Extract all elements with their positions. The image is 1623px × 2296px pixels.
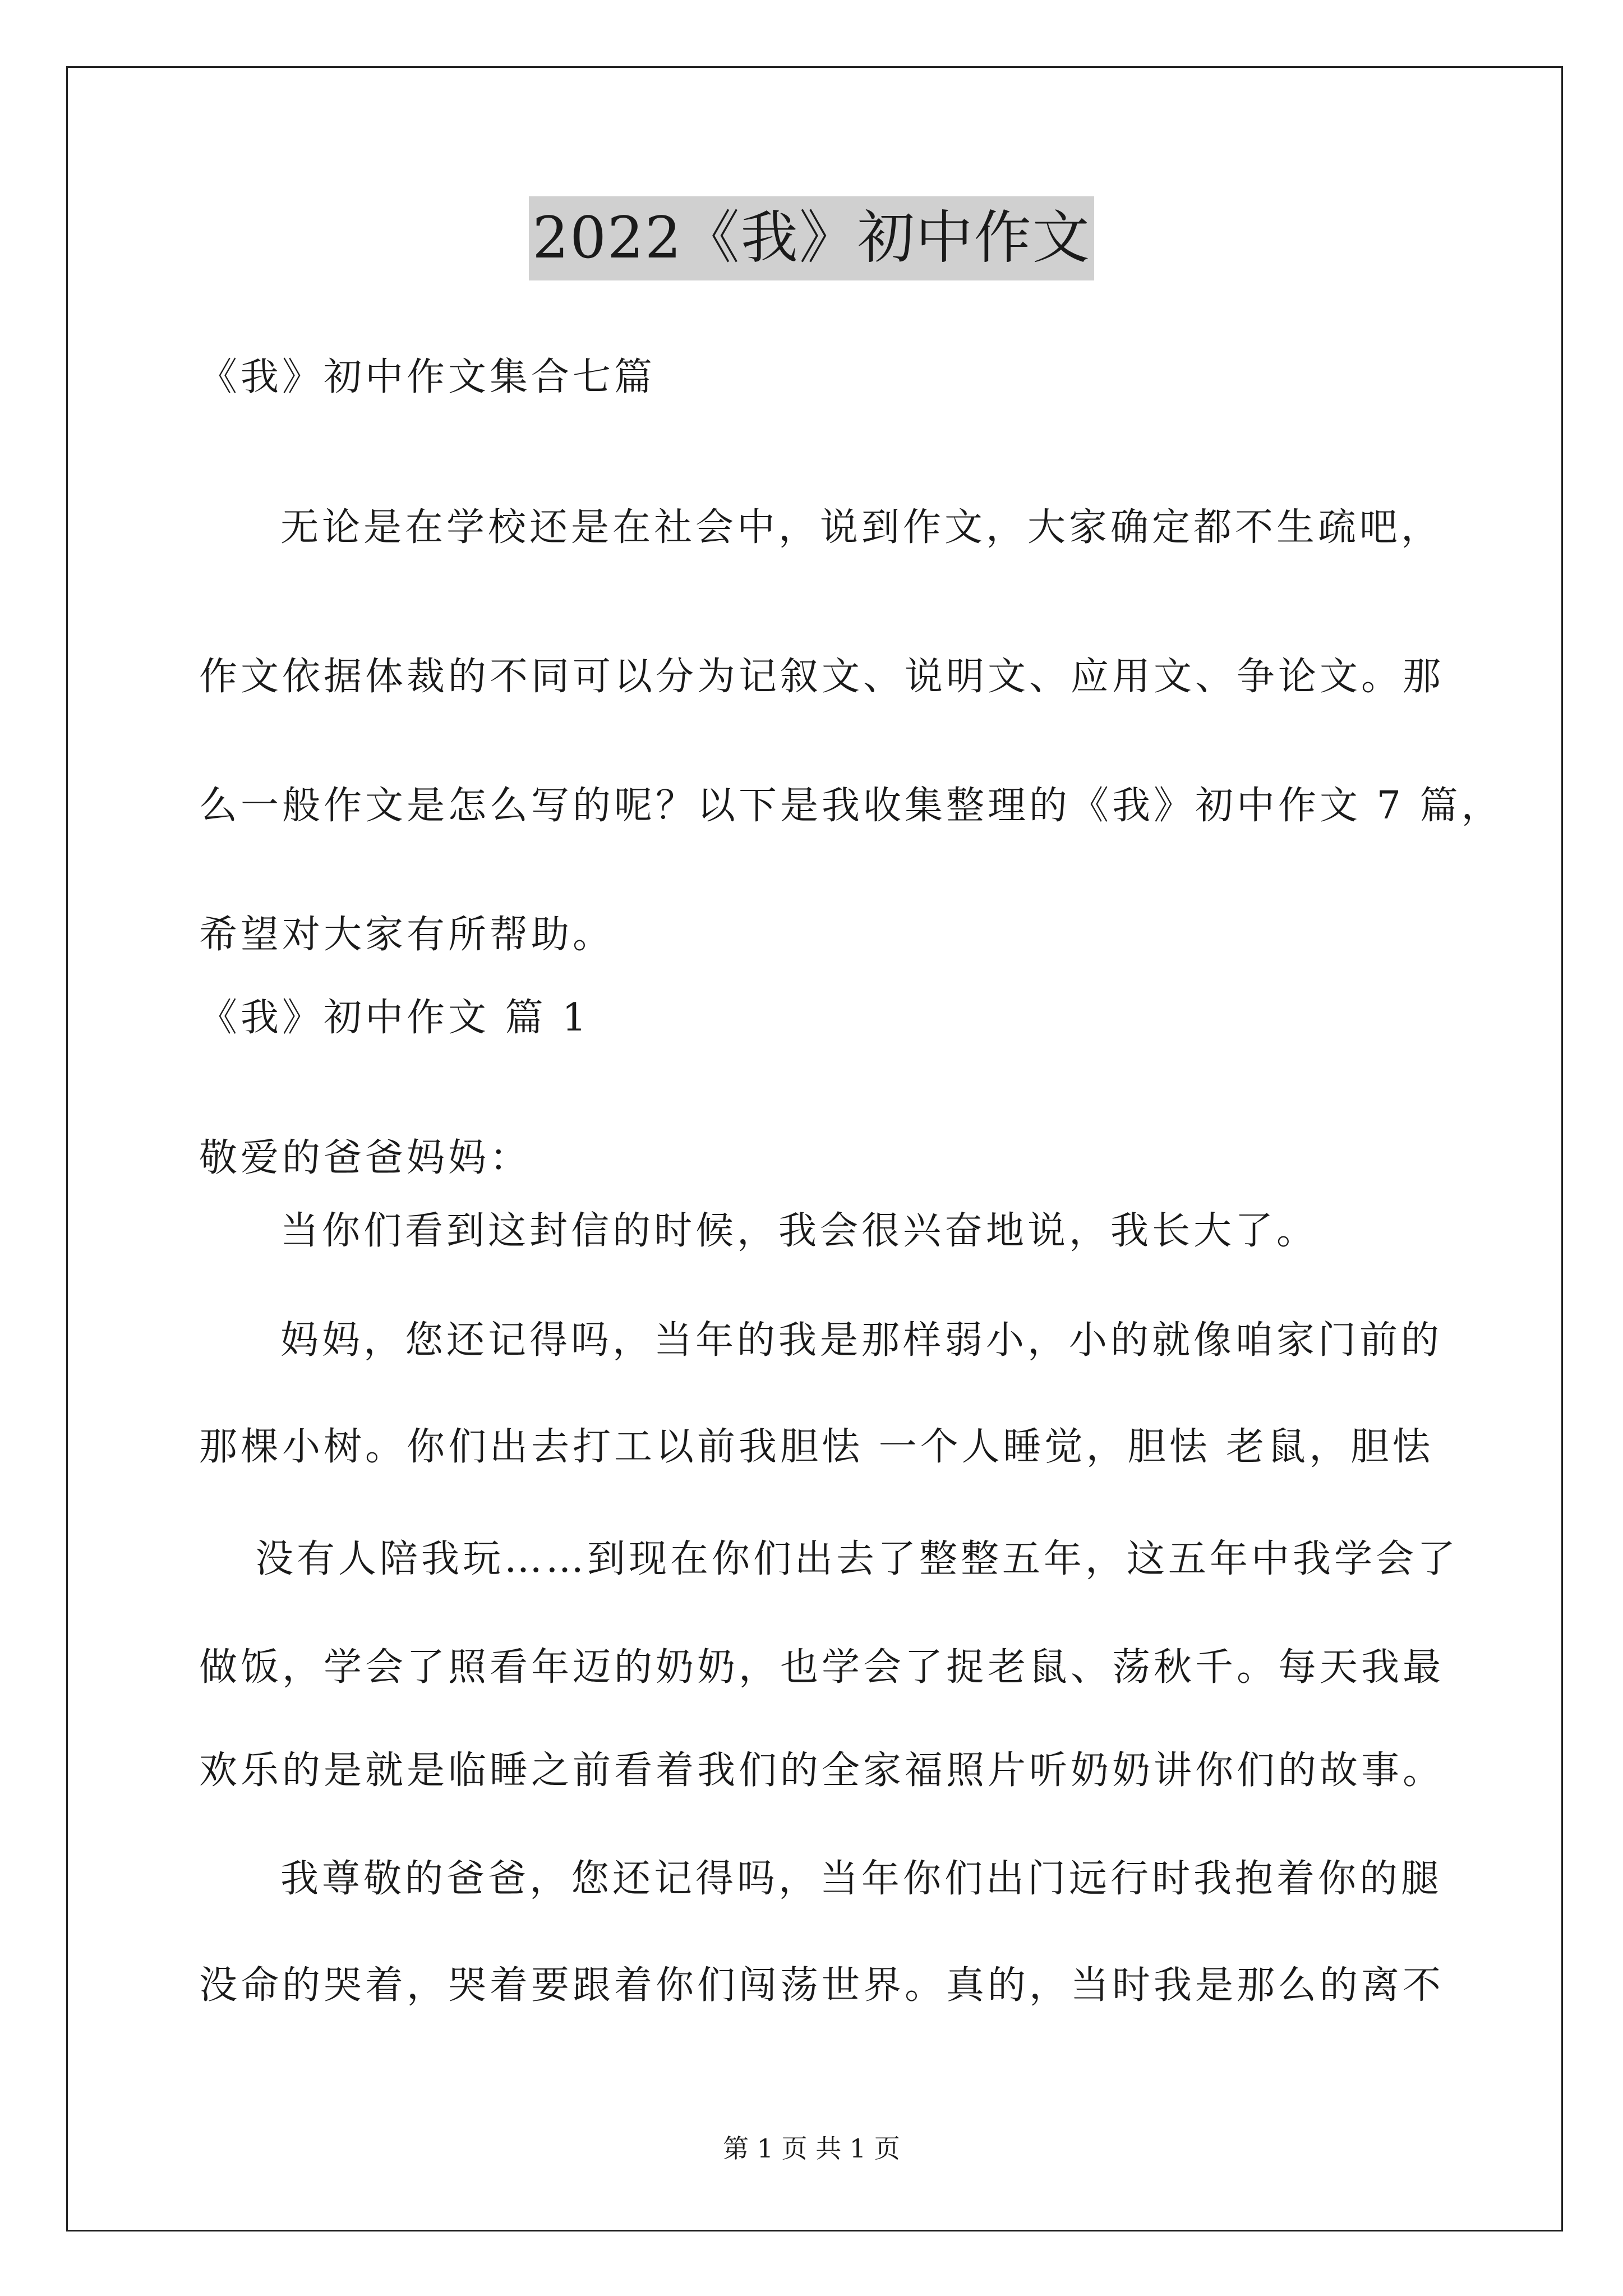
subtitle: 《我》初中作文集合七篇 [199, 355, 656, 399]
title-container [0, 196, 1623, 280]
intro-line-1: 无论是在学校还是在社会中，说到作文，大家确定都不生疏吧， [280, 505, 1443, 550]
body-line-8: 没命的哭着，哭着要跟着你们闯荡世界。真的，当时我是那么的离不 [199, 1963, 1445, 2008]
intro-line-3: 么一般作文是怎么写的呢？以下是我收集整理的《我》初中作文 7 篇， [199, 784, 1503, 828]
body-line-4: 没有人陪我玩……到现在你们出去了整整五年，这五年中我学会了 [255, 1537, 1459, 1581]
salutation: 敬爱的爸爸妈妈： [199, 1136, 532, 1180]
body-line-3: 那棵小树。你们出去打工以前我胆怯 一个人睡觉，胆怯 老鼠，胆怯 [199, 1425, 1434, 1469]
body-line-6: 欢乐的是就是临睡之前看着我们的全家福照片听奶奶讲你们的故事。 [199, 1749, 1445, 1793]
document-title: 2022《我》初中作文 [529, 196, 1094, 280]
body-line-5: 做饭，学会了照看年迈的奶奶，也学会了捉老鼠、荡秋千。每天我最 [199, 1645, 1445, 1690]
body-line-7: 我尊敬的爸爸，您还记得吗，当年你们出门远行时我抱着你的腿 [280, 1857, 1443, 1901]
page-footer: 第 1 页 共 1 页 [723, 2133, 900, 2164]
intro-line-2: 作文依据体裁的不同可以分为记叙文、说明文、应用文、争论文。那 [199, 655, 1445, 699]
section-heading: 《我》初中作文 篇 1 [199, 996, 590, 1040]
body-line-1: 当你们看到这封信的时候，我会很兴奋地说，我长大了。 [280, 1209, 1318, 1253]
body-line-2: 妈妈，您还记得吗，当年的我是那样弱小，小的就像咱家门前的 [280, 1318, 1443, 1363]
intro-line-4: 希望对大家有所帮助。 [199, 913, 615, 957]
